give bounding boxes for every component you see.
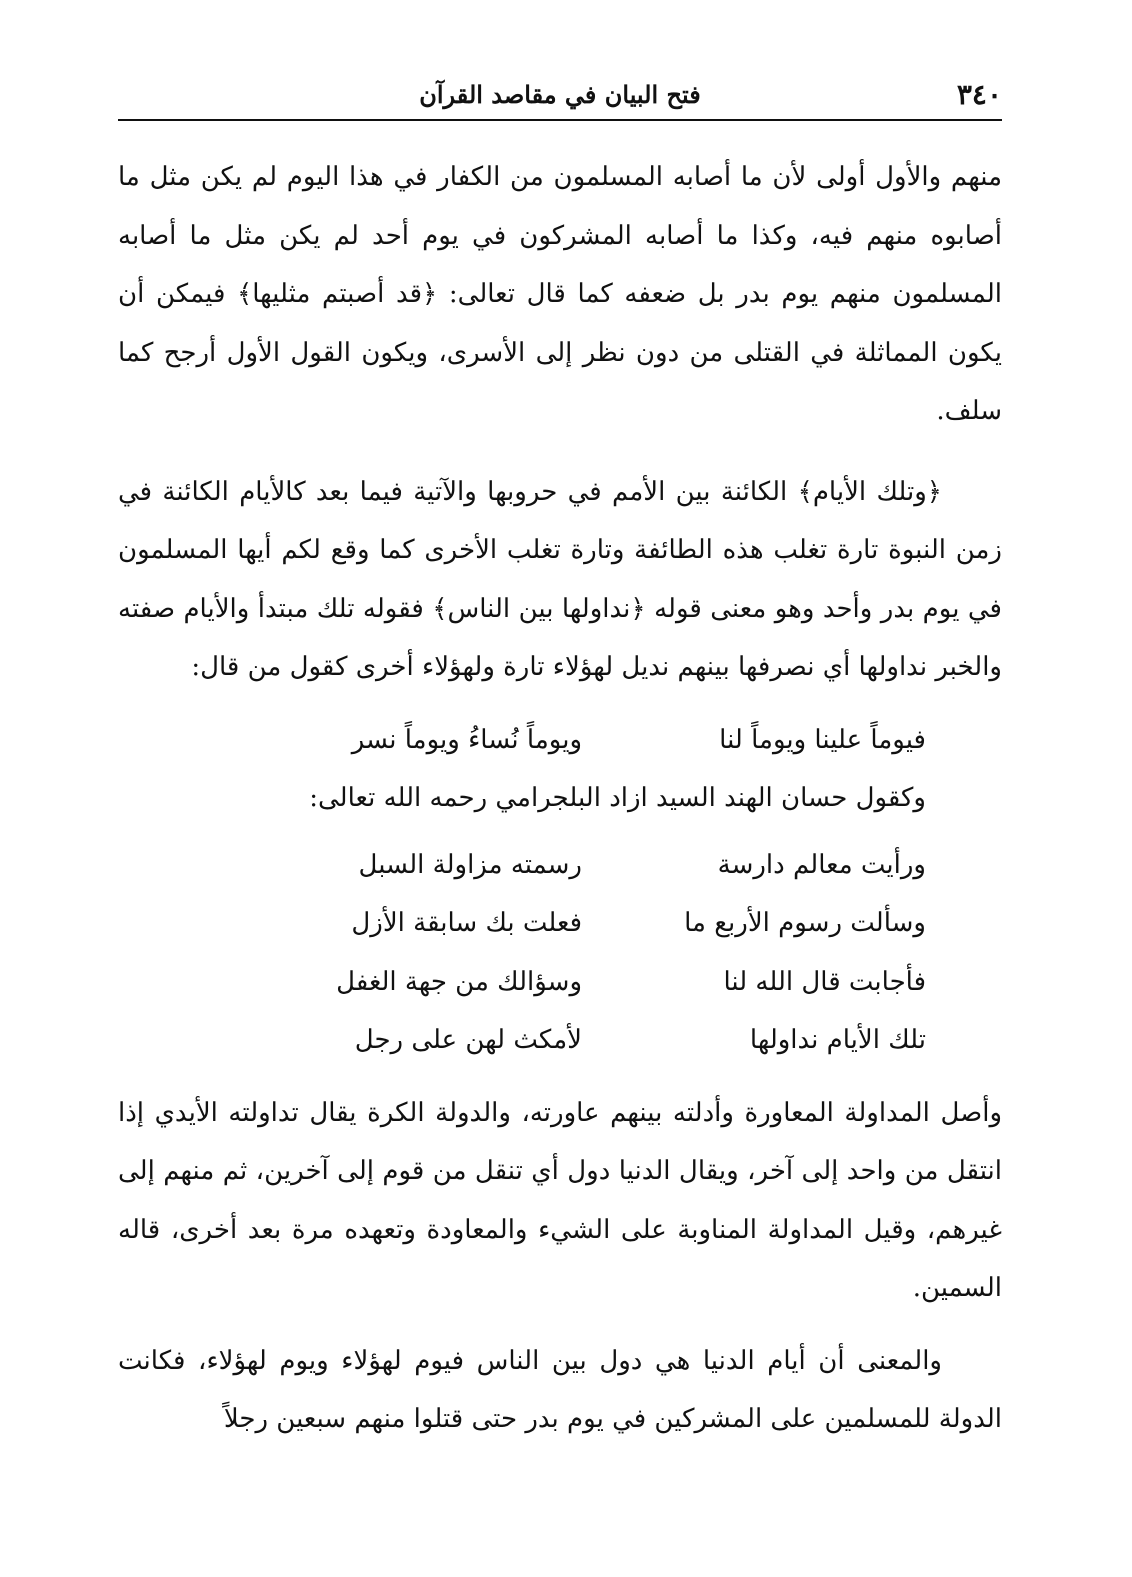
poem-line xyxy=(118,894,1002,953)
paragraph-meaning: والمعنى أن أيام الدنيا هي دول بين الناس فيوم لهؤلاء ويوم لهؤلاء، فكانت الدولة للمسلمين على المشركين في يوم بدر حتى قتلوا منهم سبعين رجلاً xyxy=(118,1345,1002,1434)
paragraph-continuation: منهم والأول أولى لأن ما أصابه المسلمون من الكفار في هذا اليوم لم يكن مثل ما أصابوه منهم فيه، وكذا ما أصابه المشركون في يوم أحد لم يكن مثل ما أصابه المسلمون منهم يوم بدر بل ضعفه كما قال تعالى: ﴿قد أصبتم مثليها﴾ فيمكن أن يكون المماثلة في القتلى من دون نظر إلى الأسرى، ويكون القول الأول أرجح كما سلف. xyxy=(118,162,1002,426)
verse-first-hemistich: فيوماً علينا ويوماً لنا xyxy=(719,724,926,755)
paragraph-tafsir: ﴿وتلك الأيام﴾ الكائنة بين الأمم في حروبها والآتية فيما بعد كالأيام الكائنة في زمن النبوة تارة تغلب هذه الطائفة وتارة تغلب الأخرى كما وقع لكم أيها المسلمون في يوم بدر وأحد وهو معنى قوله ﴿نداولها بين الناس﴾ فقوله تلك مبتدأ والأيام صفته والخبر نداولها أي نصرفها بينهم نديل لهؤلاء تارة ولهؤلاء أخرى كقول من قال: xyxy=(118,476,1002,682)
running-title: فتح البيان في مقاصد القرآن xyxy=(419,80,701,109)
page-content xyxy=(118,70,1003,1434)
poem-second-hemistich: لأمكث لهن على رجل xyxy=(354,1025,582,1055)
poem-first-hemistich: تلك الأيام نداولها xyxy=(749,1025,926,1055)
poem-second-hemistich: رسمته مزاولة السبل xyxy=(358,849,582,880)
poem-line xyxy=(118,836,1002,895)
poem-line xyxy=(118,1011,1002,1070)
poem-second-hemistich: وسؤالك من جهة الغفل xyxy=(336,966,582,997)
verse-line xyxy=(118,711,1002,770)
poem-first-hemistich: ورأيت معالم دارسة xyxy=(717,849,926,880)
poem-first-hemistich: وسألت رسوم الأربع ما xyxy=(684,908,926,938)
poem-line xyxy=(118,953,1002,1012)
poem xyxy=(118,836,1002,1070)
paragraph-lexical: وأصل المداولة المعاورة وأدلته بينهم عاورته، والدولة الكرة يقال تداولته الأيدي إذا انتقل من واحد إلى آخر، ويقال الدنيا دول أي تنقل من قوم إلى آخرين، ثم منهم إلى غيرهم، وقيل المداولة المناوبة على الشيء والمعاودة وتعهده مرة بعد أخرى، قاله السمين. xyxy=(118,1097,1003,1303)
page-header xyxy=(118,70,1002,116)
poem-second-hemistich: فعلت بك سابقة الأزل xyxy=(351,908,582,938)
header-rule xyxy=(118,119,1002,121)
body-text xyxy=(118,148,1002,1449)
page-number: ٣٤٠ xyxy=(956,78,1002,111)
verse-intro: وكقول حسان الهند السيد ازاد البلجرامي رحمه الله تعالى: xyxy=(309,783,926,813)
verse-second-hemistich: ويوماً نُساءُ ويوماً نسر xyxy=(351,724,582,755)
poem-first-hemistich: فأجابت قال الله لنا xyxy=(723,966,926,997)
